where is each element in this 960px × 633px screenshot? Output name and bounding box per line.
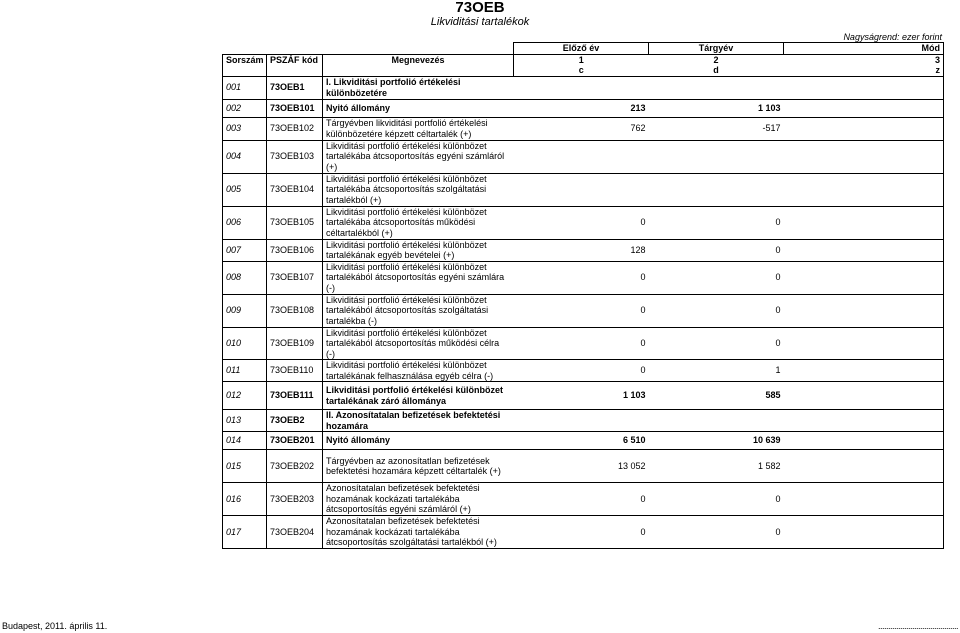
row-description: Likviditási portfolió értékelési különbözet tartalékának záró állománya (323, 382, 514, 410)
row-pszaf-code: 73OEB204 (267, 516, 323, 549)
table-row (223, 294, 944, 327)
row-description: II. Azonosítatalan befizetések befektetési hozamára (323, 410, 514, 432)
row-number: 007 (223, 239, 267, 261)
row-description: Likviditási portfolió értékelési különbözet tartalékából átcsoportosítás szolgáltatási tartalékba (-) (323, 294, 514, 327)
table-row (223, 327, 944, 360)
row-targyev: 0 (649, 294, 784, 327)
row-mod (784, 99, 944, 117)
row-pszaf-code: 73OEB1 (267, 76, 323, 99)
place-date: Budapest, 2011. április 11. (2, 621, 108, 631)
row-elozo-ev: 0 (514, 360, 649, 382)
row-number: 016 (223, 483, 267, 516)
row-targyev: 0 (649, 261, 784, 294)
table-row (223, 432, 944, 450)
row-mod (784, 432, 944, 450)
col-header-mod: Mód (784, 43, 944, 55)
row-elozo-ev: 13 052 (514, 450, 649, 483)
row-targyev: 1 103 (649, 99, 784, 117)
row-elozo-ev: 0 (514, 327, 649, 360)
row-targyev: 0 (649, 483, 784, 516)
table-row (223, 360, 944, 382)
row-mod (784, 382, 944, 410)
row-mod (784, 239, 944, 261)
table-row (223, 450, 944, 483)
row-pszaf-code: 73OEB108 (267, 294, 323, 327)
table-row (223, 516, 944, 549)
row-description: Nyitó állomány (323, 99, 514, 117)
row-targyev (649, 173, 784, 206)
row-mod (784, 360, 944, 382)
row-targyev: 10 639 (649, 432, 784, 450)
row-targyev: 0 (649, 239, 784, 261)
row-pszaf-code: 73OEB202 (267, 450, 323, 483)
row-number: 009 (223, 294, 267, 327)
table-row (223, 99, 944, 117)
row-pszaf-code: 73OEB106 (267, 239, 323, 261)
table-row (223, 117, 944, 140)
row-pszaf-code: 73OEB201 (267, 432, 323, 450)
row-description: Likviditási portfolió értékelési különbözet tartalékába átcsoportosítás működési céltartalékból (+) (323, 206, 514, 239)
report-code: 73OEB (455, 0, 505, 16)
row-targyev: 1 582 (649, 450, 784, 483)
table-row (223, 173, 944, 206)
row-description: Likviditási portfolió értékelési különbözet tartalékából átcsoportosítás egyéni számlára (-) (323, 261, 514, 294)
row-mod (784, 261, 944, 294)
col-letter-c: c (514, 65, 649, 76)
row-targyev: 0 (649, 516, 784, 549)
row-targyev: -517 (649, 117, 784, 140)
row-number: 011 (223, 360, 267, 382)
row-description: Likviditási portfolió értékelési különbözet tartalékának egyéb bevételei (+) (323, 239, 514, 261)
row-elozo-ev: 6 510 (514, 432, 649, 450)
row-targyev (649, 410, 784, 432)
row-elozo-ev (514, 173, 649, 206)
row-targyev: 1 (649, 360, 784, 382)
row-elozo-ev (514, 410, 649, 432)
row-targyev (649, 140, 784, 173)
row-number: 006 (223, 206, 267, 239)
row-description: I. Likviditási portfolió értékelési különbözetére (323, 76, 514, 99)
row-number: 010 (223, 327, 267, 360)
row-number: 014 (223, 432, 267, 450)
row-description: Tárgyévben likviditási portfolió értékelési különbözetére képzett céltartalék (+) (323, 117, 514, 140)
table-row (223, 140, 944, 173)
col-header-elozo-ev: Előző év (514, 43, 649, 55)
row-mod (784, 140, 944, 173)
row-elozo-ev: 0 (514, 516, 649, 549)
row-pszaf-code: 73OEB203 (267, 483, 323, 516)
col-letter-d: d (649, 65, 784, 76)
row-description: Tárgyévben az azonosítatlan befizetések befektetési hozamára képzett céltartalék (+) (323, 450, 514, 483)
row-pszaf-code: 73OEB111 (267, 382, 323, 410)
row-number: 001 (223, 76, 267, 99)
row-number: 013 (223, 410, 267, 432)
row-number: 017 (223, 516, 267, 549)
row-description: Likviditási portfolió értékelési különbözet tartalékának felhasználása egyéb célra (-) (323, 360, 514, 382)
row-elozo-ev: 0 (514, 206, 649, 239)
row-description: Likviditási portfolió értékelési különbözet tartalékából átcsoportosítás működési célra (-) (323, 327, 514, 360)
row-mod (784, 76, 944, 99)
row-mod (784, 483, 944, 516)
report-table (222, 42, 944, 549)
row-pszaf-code: 73OEB104 (267, 173, 323, 206)
row-mod (784, 117, 944, 140)
row-pszaf-code: 73OEB103 (267, 140, 323, 173)
row-elozo-ev: 0 (514, 483, 649, 516)
row-mod (784, 410, 944, 432)
row-mod (784, 173, 944, 206)
row-pszaf-code: 73OEB101 (267, 99, 323, 117)
col-header-targyev: Tárgyév (649, 43, 784, 55)
unit-note: Nagyságrend: ezer forint (843, 32, 942, 42)
row-mod (784, 450, 944, 483)
row-pszaf-code: 73OEB102 (267, 117, 323, 140)
header-row-2 (223, 54, 944, 65)
row-number: 004 (223, 140, 267, 173)
report-title: Likviditási tartalékok (430, 16, 530, 28)
table-row (223, 483, 944, 516)
row-elozo-ev: 213 (514, 99, 649, 117)
col-num-2: 2 (649, 54, 784, 65)
row-pszaf-code: 73OEB107 (267, 261, 323, 294)
row-mod (784, 327, 944, 360)
header-row-3 (223, 65, 944, 76)
row-number: 005 (223, 173, 267, 206)
row-targyev: 0 (649, 206, 784, 239)
row-number: 003 (223, 117, 267, 140)
row-elozo-ev: 0 (514, 294, 649, 327)
row-targyev (649, 76, 784, 99)
row-description: Nyitó állomány (323, 432, 514, 450)
table-row (223, 261, 944, 294)
row-description: Azonosítatalan befizetések befektetési hozamának kockázati tartalékába átcsoportosítás szolgáltatási tartalékból (+) (323, 516, 514, 549)
row-elozo-ev: 1 103 (514, 382, 649, 410)
row-pszaf-code: 73OEB109 (267, 327, 323, 360)
row-description: Likviditási portfolió értékelési különbözet tartalékába átcsoportosítás egyéni számláról (+) (323, 140, 514, 173)
row-number: 012 (223, 382, 267, 410)
table-row (223, 239, 944, 261)
row-mod (784, 294, 944, 327)
row-elozo-ev (514, 140, 649, 173)
row-description: Likviditási portfolió értékelési különbözet tartalékába átcsoportosítás szolgáltatási tartalékból (+) (323, 173, 514, 206)
row-pszaf-code: 73OEB110 (267, 360, 323, 382)
table-row (223, 410, 944, 432)
row-elozo-ev: 762 (514, 117, 649, 140)
table-row (223, 382, 944, 410)
signature-line: ........................................ (877, 621, 958, 631)
row-number: 015 (223, 450, 267, 483)
table-row (223, 76, 944, 99)
col-header-pszaf: PSZÁF kód (267, 54, 323, 65)
row-number: 008 (223, 261, 267, 294)
col-letter-z: z (784, 65, 944, 76)
row-targyev: 585 (649, 382, 784, 410)
row-description: Azonosítatalan befizetések befektetési hozamának kockázati tartalékába átcsoportosítás egyéni számláról (+) (323, 483, 514, 516)
col-num-1: 1 (514, 54, 649, 65)
row-number: 002 (223, 99, 267, 117)
row-mod (784, 206, 944, 239)
col-header-sorszam: Sorszám (223, 54, 267, 65)
row-targyev: 0 (649, 327, 784, 360)
header-row-1 (223, 43, 944, 55)
col-num-3: 3 (784, 54, 944, 65)
row-elozo-ev: 128 (514, 239, 649, 261)
table-row (223, 206, 944, 239)
row-elozo-ev (514, 76, 649, 99)
row-pszaf-code: 73OEB105 (267, 206, 323, 239)
row-elozo-ev: 0 (514, 261, 649, 294)
col-header-megnevezes: Megnevezés (323, 54, 514, 65)
row-pszaf-code: 73OEB2 (267, 410, 323, 432)
row-mod (784, 516, 944, 549)
